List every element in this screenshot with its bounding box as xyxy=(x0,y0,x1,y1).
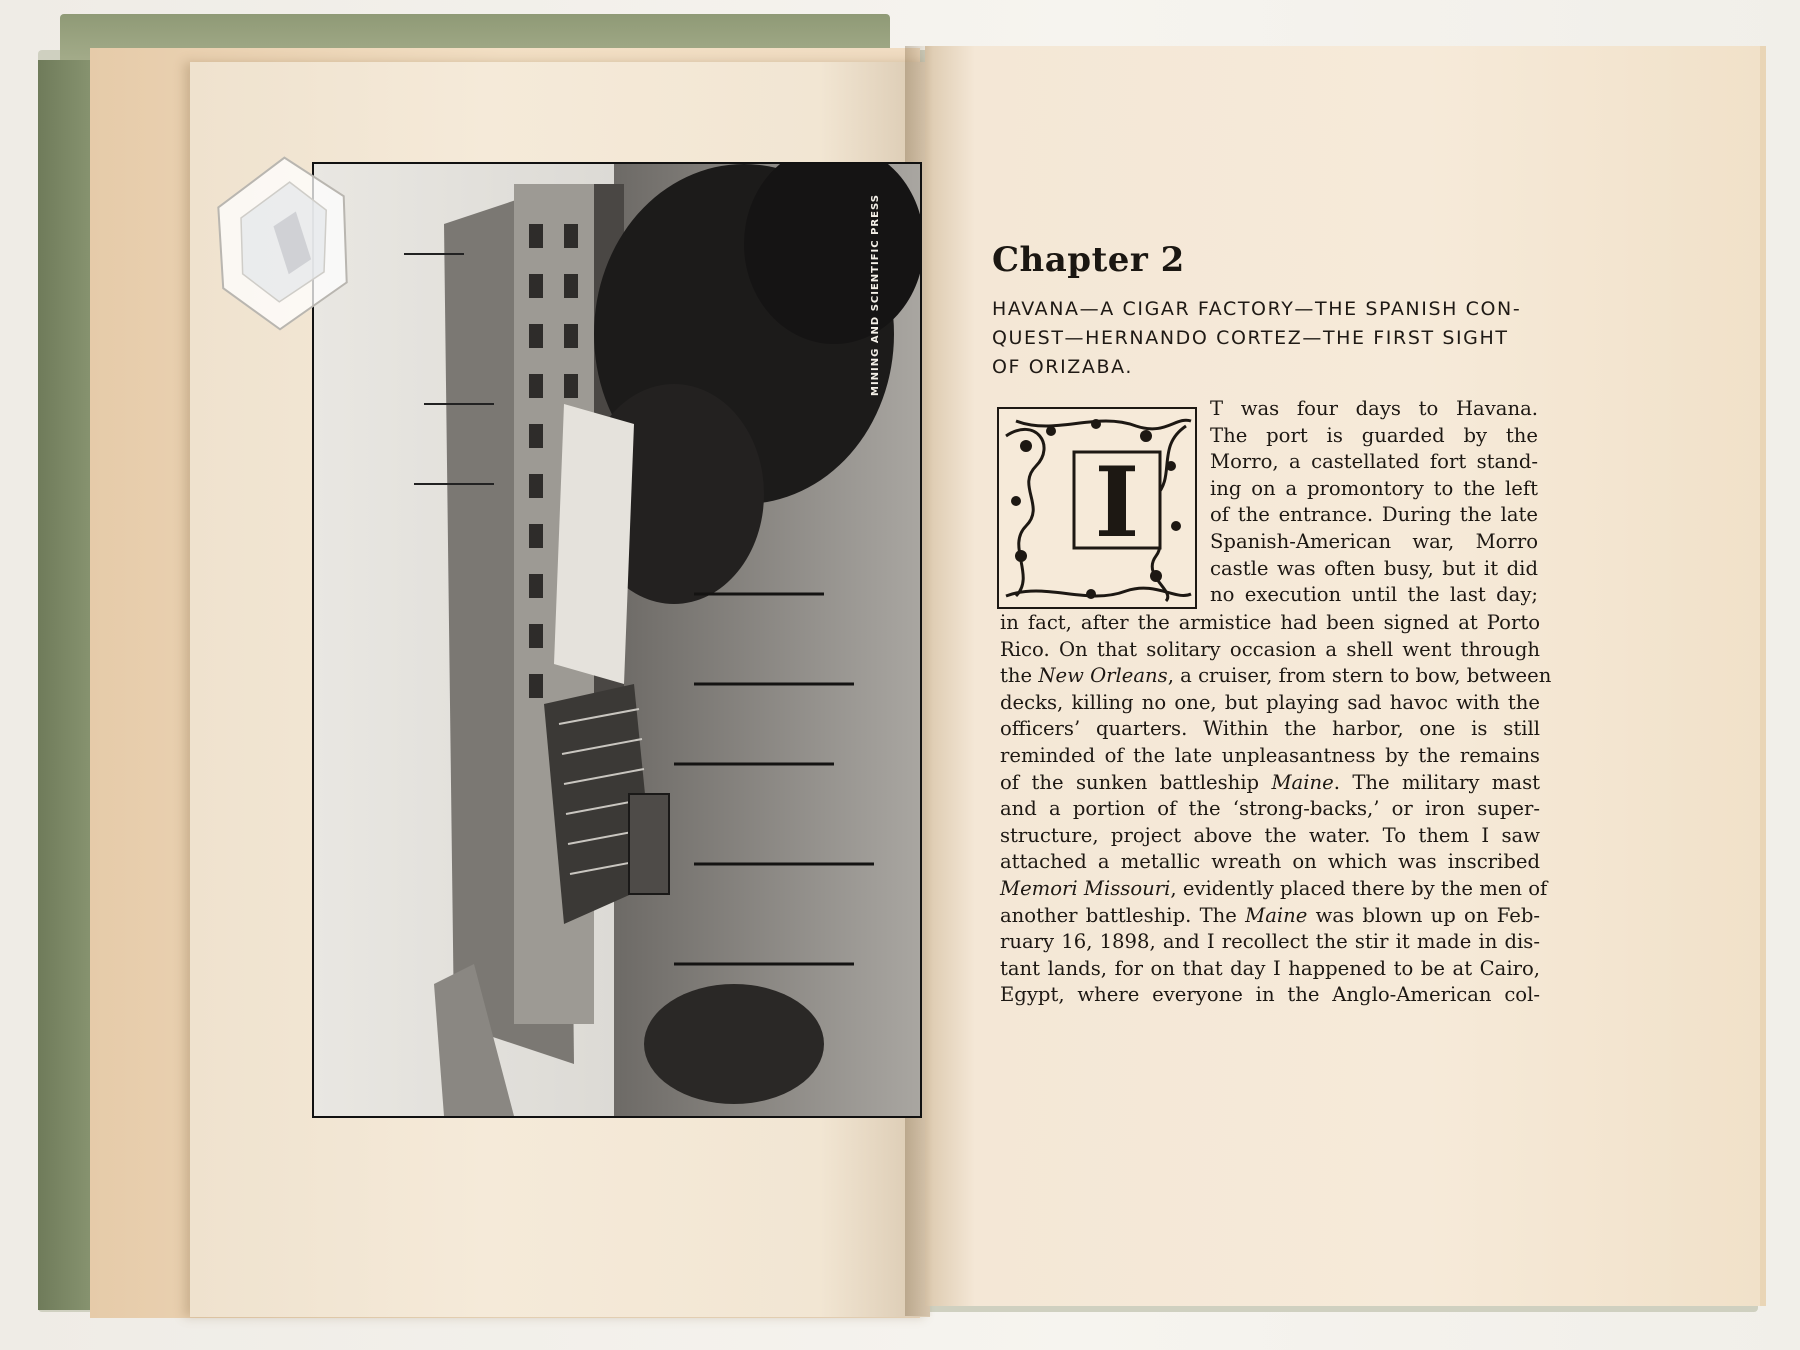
body-line-text: tant lands, for on that day I happened to be at Cairo, xyxy=(1000,956,1540,980)
dropcap-letter: I xyxy=(1094,446,1140,559)
body-line-text: and a portion of the ‘strong-backs,’ or iron super- xyxy=(1000,797,1540,821)
body-line-text: , evidently placed there by the men of xyxy=(1170,876,1548,900)
plate-illustration xyxy=(314,164,920,1116)
body-line xyxy=(1000,929,1540,956)
italic-title: Maine xyxy=(1271,770,1334,794)
body-line-text: reminded of the late unpleasantness by the remains xyxy=(1000,743,1540,767)
body-line xyxy=(1000,716,1540,743)
body-line xyxy=(1000,849,1540,876)
body-line xyxy=(1000,770,1540,797)
italic-title: Maine xyxy=(1245,903,1308,927)
body-line-text: ruary 16, 1898, and I recollect the stir it made in dis- xyxy=(1000,930,1540,954)
chapter-title: Chapter 2 xyxy=(992,240,1185,280)
body-line xyxy=(1000,823,1540,850)
body-line-text: , a cruiser, from stern to bow, between xyxy=(1167,664,1552,688)
ornamental-initial xyxy=(996,406,1198,610)
body-line-text: structure, project above the water. To them I saw xyxy=(1000,823,1540,847)
chapter-synopsis: HAVANA—A CIGAR FACTORY—THE SPANISH CON- QUEST—HERNANDO CORTEZ—THE FIRST SIGHT OF ORIZABA. xyxy=(992,298,1522,378)
body-line xyxy=(1000,637,1540,664)
body-line xyxy=(1000,796,1540,823)
body-line-text: attached a metallic wreath on which was inscribed xyxy=(1000,850,1540,874)
body-line-text: decks, killing no one, but playing sad havoc with the xyxy=(1000,690,1540,714)
body-line: The port is guarded by the xyxy=(1210,423,1538,447)
italic-title: New Orleans xyxy=(1038,664,1168,688)
italic-title: Memori Missouri xyxy=(1000,876,1171,900)
body-line-text: officers’ quarters. Within the harbor, one is still xyxy=(1000,717,1540,741)
body-line xyxy=(1000,663,1552,690)
body-line xyxy=(1000,610,1540,637)
body-line xyxy=(1000,903,1540,930)
body-line-text: the xyxy=(1000,664,1039,688)
body-line: castle was often busy, but it did xyxy=(1210,556,1538,580)
body-line: Morro, a castellated fort stand- xyxy=(1210,450,1538,474)
body-line xyxy=(1000,982,1540,1009)
body-line-text: Egypt, where everyone in the Anglo-American col- xyxy=(1000,983,1540,1007)
body-line-text: was blown up on Feb- xyxy=(1307,903,1540,927)
body-line: ing on a promontory to the left xyxy=(1210,476,1538,500)
body-line-text: . The military mast xyxy=(1333,770,1540,794)
body-line: Spanish-American war, Morro xyxy=(1210,529,1538,553)
body-line: of the entrance. During the late xyxy=(1210,503,1538,527)
body-line xyxy=(1000,956,1540,983)
body-text-beside-initial xyxy=(1210,396,1538,609)
plate-photograph xyxy=(312,162,922,1118)
body-line-text: in fact, after the armistice had been signed at Porto xyxy=(1000,611,1540,634)
body-line xyxy=(1000,743,1540,770)
body-text-full-width xyxy=(1000,610,1552,1009)
body-line xyxy=(1000,876,1548,903)
body-line-text: Rico. On that solitary occasion a shell went through xyxy=(1000,637,1540,661)
plate-credit: MINING AND SCIENTIFIC PRESS xyxy=(870,194,881,396)
body-line-text: of the sunken battleship xyxy=(1000,770,1272,794)
body-line-text: another battleship. The xyxy=(1000,903,1246,927)
body-line: no execution until the last day; xyxy=(1210,583,1538,607)
body-line: T was four days to Havana. xyxy=(1210,397,1538,420)
body-line xyxy=(1000,690,1540,717)
